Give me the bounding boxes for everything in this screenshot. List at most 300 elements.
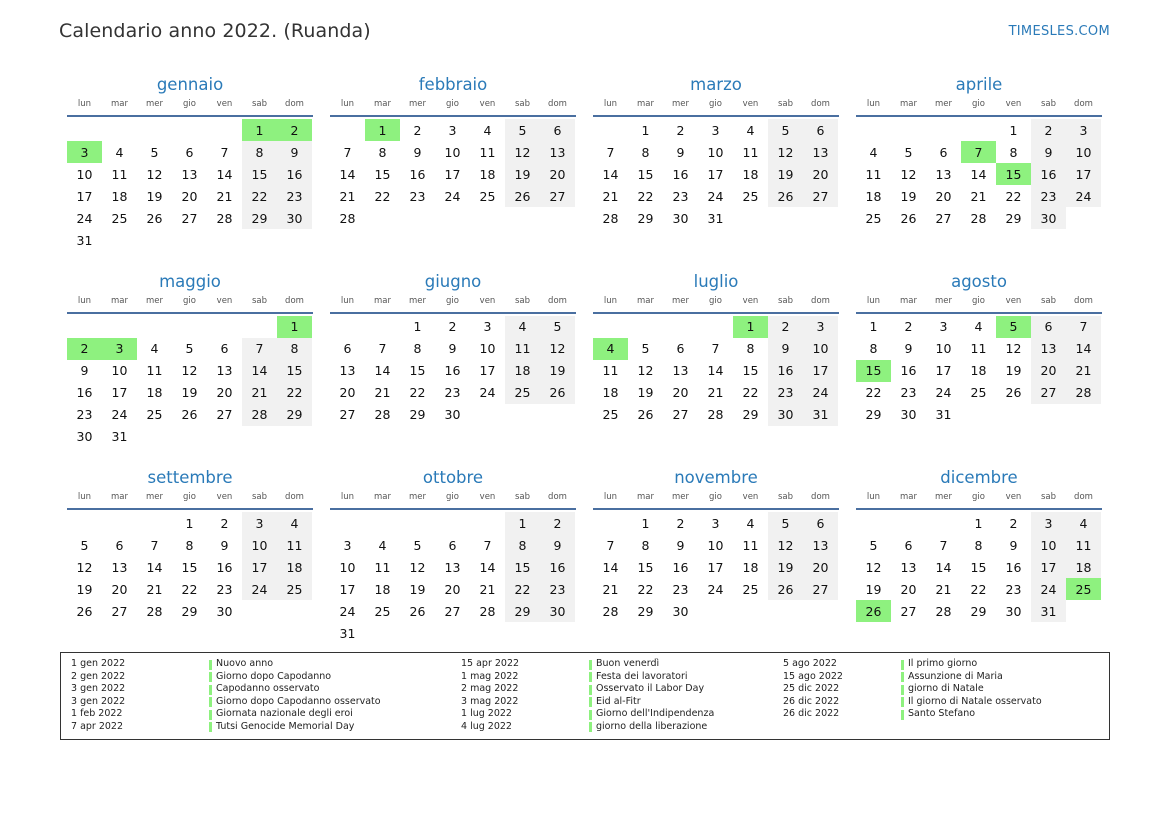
day-cell: 28 — [146, 603, 163, 619]
day-cell: 15 — [277, 360, 312, 382]
day-cell: 16 — [277, 163, 312, 185]
holiday-day-cell: 3 — [67, 141, 102, 163]
weekday-label: sab — [777, 492, 794, 502]
day-cell: 24 — [479, 385, 496, 400]
day-cell: 9 — [1031, 141, 1066, 163]
day-cell: 31 — [1031, 600, 1066, 622]
day-cell: 15 — [742, 363, 759, 378]
weekday-label: dom — [548, 295, 567, 306]
weekday-label: mar — [900, 99, 917, 109]
empty-cell — [926, 119, 961, 141]
legend-holiday-name: Buon venerdì — [596, 658, 660, 669]
weekday-label: dom — [548, 492, 567, 502]
day-cell: 20 — [181, 188, 198, 204]
month-title: settembre — [147, 468, 233, 487]
weekday-label: ven — [742, 492, 759, 502]
weekday-label: ven — [1005, 295, 1022, 306]
day-cell: 23 — [277, 185, 312, 207]
day-cell: 13 — [540, 141, 575, 163]
empty-cell — [102, 119, 137, 141]
day-cell: 10 — [935, 341, 952, 356]
legend-holiday-name: Tutsi Genocide Memorial Day — [216, 720, 355, 732]
day-cell: 19 — [637, 385, 654, 400]
legend-holiday-name: Il giorno di Natale osservato — [908, 695, 1042, 707]
day-cell: 2 — [540, 512, 575, 534]
day-cell: 6 — [540, 119, 575, 141]
day-cell: 4 — [115, 144, 124, 160]
day-cell: 7 — [939, 537, 948, 553]
legend-date: 2 gen 2022 — [71, 670, 126, 682]
holiday-day-cell: 3 — [102, 338, 137, 360]
weekday-label: ven — [479, 492, 496, 502]
day-cell: 20 — [803, 556, 838, 578]
empty-cell — [67, 119, 102, 141]
day-cell: 7 — [220, 144, 229, 160]
day-cell: 11 — [865, 166, 882, 182]
day-cell: 1 — [413, 319, 422, 334]
legend-color-marker — [589, 660, 592, 670]
day-cell: 5 — [540, 316, 575, 338]
weekday-label: mar — [111, 295, 128, 306]
month-title: agosto — [951, 271, 1007, 291]
day-cell: 20 — [444, 581, 461, 597]
legend-item — [461, 671, 781, 684]
legend-color-marker — [209, 660, 212, 670]
legend-column — [783, 658, 1103, 721]
weekday-label: mar — [637, 295, 654, 306]
legend-item — [71, 683, 391, 696]
month-gennaio — [67, 74, 313, 271]
legend-item — [71, 658, 391, 671]
day-cell: 19 — [900, 188, 917, 204]
weekday-label: lun — [603, 99, 618, 109]
day-cell: 14 — [970, 166, 987, 182]
day-cell: 3 — [1031, 512, 1066, 534]
month-title: dicembre — [940, 468, 1018, 487]
weekday-label: sab — [514, 492, 531, 502]
empty-cell — [330, 119, 365, 141]
day-cell: 13 — [444, 559, 461, 575]
day-cell: 19 — [1005, 363, 1022, 378]
day-cell: 29 — [409, 407, 426, 422]
day-cell: 21 — [216, 188, 233, 204]
weekday-label: ven — [216, 99, 233, 109]
legend-item — [461, 708, 781, 721]
days-grid — [330, 512, 576, 644]
day-cell: 11 — [146, 363, 163, 378]
day-cell: 24 — [707, 581, 724, 597]
day-cell: 25 — [602, 407, 619, 422]
legend-holiday-name: Giorno dopo Capodanno — [216, 670, 332, 682]
weekday-label: lun — [77, 295, 92, 306]
day-cell: 27 — [803, 185, 838, 207]
day-cell: 28 — [602, 603, 619, 619]
day-cell: 27 — [339, 407, 356, 422]
weekday-label: dom — [1074, 295, 1093, 306]
day-cell: 18 — [602, 385, 619, 400]
day-cell: 30 — [1031, 207, 1066, 229]
legend-date: 5 ago 2022 — [783, 658, 837, 669]
weekday-header — [330, 491, 576, 510]
day-cell: 2 — [768, 316, 803, 338]
days-grid — [593, 316, 839, 426]
day-cell: 11 — [742, 144, 759, 160]
legend-item — [783, 696, 1103, 709]
legend-item — [71, 708, 391, 721]
day-cell: 16 — [76, 385, 93, 400]
legend-color-marker — [209, 672, 212, 682]
day-cell: 15 — [637, 166, 654, 182]
day-cell: 2 — [220, 515, 229, 531]
month-maggio — [67, 271, 313, 468]
weekday-header — [330, 98, 576, 117]
day-cell: 2 — [413, 122, 422, 138]
day-cell: 15 — [970, 559, 987, 575]
day-cell: 13 — [181, 166, 198, 182]
day-cell: 2 — [448, 319, 457, 334]
site-link[interactable]: TIMESLES.COM — [1008, 24, 1110, 39]
day-cell: 14 — [146, 559, 163, 575]
day-cell: 25 — [146, 407, 163, 422]
day-cell: 13 — [1031, 338, 1066, 360]
weekday-label: lun — [77, 99, 92, 109]
days-grid — [856, 119, 1102, 229]
day-cell: 17 — [479, 363, 496, 378]
day-cell: 5 — [904, 144, 913, 160]
day-cell: 3 — [711, 122, 720, 138]
day-cell: 6 — [448, 537, 457, 553]
day-cell: 12 — [637, 363, 654, 378]
day-cell: 18 — [1066, 556, 1101, 578]
day-cell: 27 — [803, 578, 838, 600]
day-cell: 18 — [970, 363, 987, 378]
day-cell: 20 — [540, 163, 575, 185]
empty-cell — [242, 316, 277, 338]
day-cell: 19 — [146, 188, 163, 204]
day-cell: 2 — [676, 515, 685, 531]
legend-holiday-name: Il primo giorno — [908, 658, 978, 669]
weekday-label: lun — [603, 295, 618, 306]
weekday-header — [856, 295, 1102, 314]
day-cell: 21 — [242, 382, 277, 404]
legend-date: 4 lug 2022 — [461, 720, 512, 732]
empty-cell — [137, 119, 172, 141]
day-cell: 28 — [374, 407, 391, 422]
day-cell: 5 — [185, 341, 194, 356]
day-cell: 1 — [869, 319, 878, 334]
holiday-day-cell: 1 — [365, 119, 400, 141]
weekday-header — [593, 491, 839, 510]
legend-item — [461, 721, 781, 734]
day-cell: 24 — [76, 210, 93, 226]
day-cell: 11 — [111, 166, 128, 182]
empty-cell — [891, 119, 926, 141]
month-title: novembre — [674, 468, 758, 487]
empty-cell — [67, 316, 102, 338]
weekday-header — [593, 295, 839, 314]
day-cell: 25 — [970, 385, 987, 400]
holiday-day-cell: 15 — [856, 360, 891, 382]
weekday-label: lun — [866, 295, 881, 306]
month-title: marzo — [690, 75, 742, 94]
holiday-day-cell: 15 — [996, 163, 1031, 185]
day-cell: 21 — [146, 581, 163, 597]
empty-cell — [330, 316, 365, 338]
legend-item — [783, 683, 1103, 696]
month-aprile — [856, 74, 1102, 271]
day-cell: 29 — [970, 603, 987, 619]
day-cell: 21 — [970, 188, 987, 204]
day-cell: 19 — [540, 360, 575, 382]
day-cell: 14 — [339, 166, 356, 182]
days-grid — [330, 119, 576, 229]
day-cell: 18 — [277, 556, 312, 578]
weekday-label: mar — [374, 99, 391, 109]
empty-cell — [628, 316, 663, 338]
weekday-header — [593, 98, 839, 117]
day-cell: 4 — [1066, 512, 1101, 534]
legend-date: 26 dic 2022 — [783, 708, 840, 720]
legend-date: 25 dic 2022 — [783, 683, 840, 695]
weekday-label: mer — [934, 99, 952, 109]
day-cell: 17 — [707, 166, 724, 182]
day-cell: 8 — [1009, 144, 1018, 160]
weekday-label: mer — [408, 99, 426, 109]
day-cell: 17 — [339, 581, 356, 597]
day-cell: 19 — [409, 581, 426, 597]
day-cell: 28 — [707, 407, 724, 422]
day-cell: 20 — [935, 188, 952, 204]
day-cell: 6 — [115, 537, 124, 553]
weekday-label: dom — [285, 295, 304, 306]
weekday-label: gio — [446, 99, 459, 109]
day-cell: 28 — [935, 603, 952, 619]
day-cell: 10 — [479, 341, 496, 356]
day-cell: 27 — [181, 210, 198, 226]
legend-item — [71, 721, 391, 734]
weekday-header — [67, 295, 313, 314]
empty-cell — [926, 512, 961, 534]
day-cell: 14 — [1066, 338, 1101, 360]
day-cell: 28 — [970, 210, 987, 226]
day-cell: 23 — [76, 407, 93, 422]
legend-item — [461, 696, 781, 709]
legend-item — [783, 708, 1103, 721]
day-cell: 16 — [1005, 559, 1022, 575]
legend-holiday-name: Eid al-Fitr — [596, 695, 641, 707]
day-cell: 29 — [181, 603, 198, 619]
month-dicembre — [856, 467, 1102, 664]
day-cell: 8 — [746, 341, 755, 356]
day-cell: 24 — [1066, 185, 1101, 207]
holiday-day-cell: 4 — [593, 338, 628, 360]
weekday-label: mar — [111, 492, 128, 502]
day-cell: 8 — [413, 341, 422, 356]
day-cell: 22 — [637, 581, 654, 597]
day-cell: 27 — [672, 407, 689, 422]
day-cell: 14 — [374, 363, 391, 378]
day-cell: 26 — [1005, 385, 1022, 400]
weekday-label: dom — [285, 99, 304, 109]
day-cell: 12 — [540, 338, 575, 360]
day-cell: 17 — [803, 360, 838, 382]
day-cell: 8 — [869, 341, 878, 356]
legend-color-marker — [589, 710, 592, 720]
weekday-label: dom — [1074, 492, 1093, 502]
day-cell: 4 — [277, 512, 312, 534]
weekday-label: mer — [934, 295, 952, 306]
day-cell: 6 — [185, 144, 194, 160]
month-title: aprile — [955, 75, 1003, 94]
day-cell: 17 — [111, 385, 128, 400]
day-cell: 22 — [409, 385, 426, 400]
day-cell: 9 — [676, 144, 685, 160]
legend-item — [783, 671, 1103, 684]
legend-date: 15 apr 2022 — [461, 658, 520, 669]
day-cell: 25 — [505, 382, 540, 404]
legend-color-marker — [901, 685, 904, 695]
day-cell: 26 — [900, 210, 917, 226]
weekday-label: dom — [811, 99, 830, 109]
holiday-day-cell: 7 — [961, 141, 996, 163]
weekday-header — [67, 491, 313, 510]
empty-cell — [137, 316, 172, 338]
day-cell: 13 — [803, 534, 838, 556]
weekday-label: gio — [446, 295, 459, 306]
legend-holiday-name: Nuovo anno — [216, 658, 274, 669]
day-cell: 31 — [803, 404, 838, 426]
legend-date: 1 gen 2022 — [71, 658, 126, 669]
day-cell: 22 — [865, 385, 882, 400]
weekday-label: mer — [671, 492, 689, 502]
weekday-label: gio — [709, 99, 722, 109]
days-grid — [330, 316, 576, 426]
day-cell: 25 — [479, 188, 496, 204]
day-cell: 19 — [76, 581, 93, 597]
day-cell: 24 — [111, 407, 128, 422]
day-cell: 19 — [865, 581, 882, 597]
day-cell: 4 — [505, 316, 540, 338]
day-cell: 12 — [900, 166, 917, 182]
day-cell: 11 — [479, 144, 496, 160]
day-cell: 7 — [483, 537, 492, 553]
day-cell: 16 — [216, 559, 233, 575]
day-cell: 24 — [339, 603, 356, 619]
day-cell: 13 — [672, 363, 689, 378]
weekday-label: lun — [340, 295, 355, 306]
legend-date: 26 dic 2022 — [783, 695, 840, 707]
day-cell: 29 — [1005, 210, 1022, 226]
legend-item — [71, 671, 391, 684]
weekday-header — [856, 98, 1102, 117]
day-cell: 22 — [505, 578, 540, 600]
day-cell: 3 — [242, 512, 277, 534]
empty-cell — [207, 119, 242, 141]
month-febbraio — [330, 74, 576, 271]
weekday-label: mar — [111, 99, 128, 109]
legend-color-marker — [589, 697, 592, 707]
weekday-label: mer — [145, 492, 163, 502]
weekday-label: dom — [1074, 99, 1093, 109]
weekday-label: sab — [777, 295, 794, 306]
legend-column — [461, 658, 781, 734]
legend-holiday-name: Giorno dell'Indipendenza — [596, 708, 715, 720]
day-cell: 26 — [76, 603, 93, 619]
legend-color-marker — [589, 685, 592, 695]
day-cell: 19 — [181, 385, 198, 400]
legend-holiday-name: Giornata nazionale degli eroi — [216, 708, 353, 720]
day-cell: 26 — [768, 185, 803, 207]
legend-date: 1 lug 2022 — [461, 708, 512, 720]
day-cell: 12 — [181, 363, 198, 378]
day-cell: 29 — [505, 600, 540, 622]
day-cell: 3 — [1066, 119, 1101, 141]
weekday-label: gio — [972, 99, 985, 109]
legend-holiday-name: giorno della liberazione — [596, 720, 708, 732]
day-cell: 28 — [602, 210, 619, 226]
weekday-label: dom — [811, 295, 830, 306]
day-cell: 30 — [672, 603, 689, 619]
day-cell: 16 — [672, 166, 689, 182]
day-cell: 29 — [637, 210, 654, 226]
day-cell: 30 — [1005, 603, 1022, 619]
day-cell: 13 — [339, 363, 356, 378]
weekday-label: mar — [900, 492, 917, 502]
day-cell: 26 — [409, 603, 426, 619]
day-cell: 17 — [444, 166, 461, 182]
day-cell: 4 — [746, 122, 755, 138]
day-cell: 11 — [1066, 534, 1101, 556]
weekday-label: ven — [742, 295, 759, 306]
weekday-label: mer — [408, 492, 426, 502]
weekday-label: lun — [340, 492, 355, 502]
day-cell: 7 — [242, 338, 277, 360]
day-cell: 18 — [111, 188, 128, 204]
weekday-label: mer — [145, 99, 163, 109]
empty-cell — [172, 119, 207, 141]
day-cell: 20 — [803, 163, 838, 185]
day-cell: 9 — [80, 363, 89, 378]
day-cell: 8 — [277, 338, 312, 360]
day-cell: 6 — [1031, 316, 1066, 338]
day-cell: 6 — [803, 512, 838, 534]
legend-date: 1 feb 2022 — [71, 708, 123, 720]
day-cell: 7 — [711, 341, 720, 356]
weekday-header — [856, 491, 1102, 510]
day-cell: 15 — [409, 363, 426, 378]
day-cell: 18 — [479, 166, 496, 182]
empty-cell — [400, 512, 435, 534]
weekday-label: mar — [637, 99, 654, 109]
days-grid — [856, 512, 1102, 622]
legend-holiday-name: Festa dei lavoratori — [596, 670, 688, 682]
legend-date: 3 mag 2022 — [461, 695, 519, 707]
weekday-label: sab — [1040, 99, 1057, 109]
month-novembre — [593, 467, 839, 664]
day-cell: 13 — [216, 363, 233, 378]
weekday-label: lun — [77, 492, 92, 502]
legend-holiday-name: Santo Stefano — [908, 708, 976, 720]
day-cell: 18 — [374, 581, 391, 597]
day-cell: 20 — [1031, 360, 1066, 382]
day-cell: 21 — [339, 188, 356, 204]
day-cell: 3 — [448, 122, 457, 138]
day-cell: 25 — [865, 210, 882, 226]
days-grid — [67, 119, 313, 251]
month-title: giugno — [424, 271, 482, 291]
legend-color-marker — [209, 722, 212, 732]
day-cell: 14 — [216, 166, 233, 182]
